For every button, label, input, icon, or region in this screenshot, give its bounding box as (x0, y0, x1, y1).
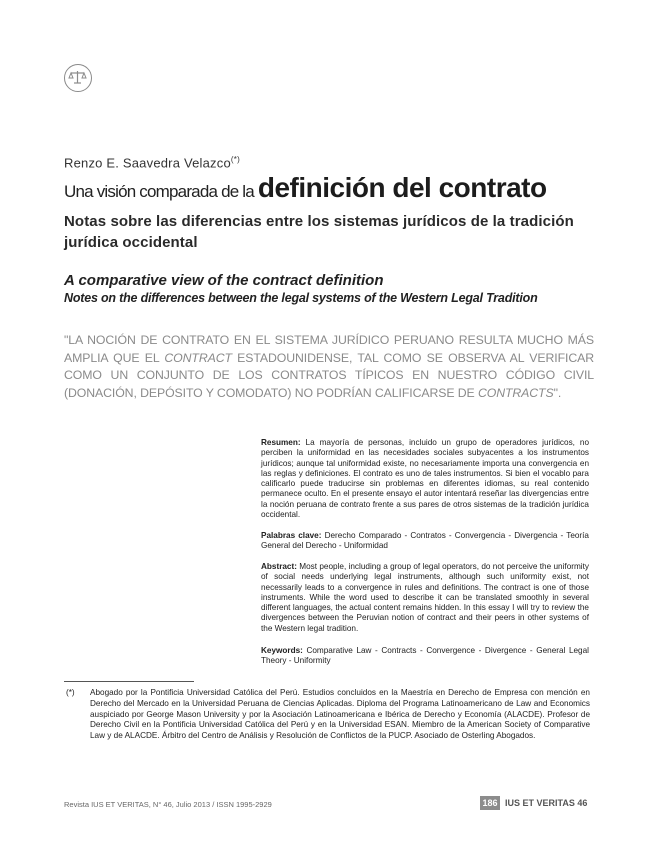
quote-part-1: "LA NOCIÓN DE CONTRATO EN EL SISTEMA JURÍDICO PERUANO RESULTA MUCHO MÁS AMPLIA QUE EL (64, 333, 594, 365)
resumen-block (261, 438, 589, 520)
author-footnote-mark: (*) (230, 155, 240, 164)
abstract-text: Most people, including a group of legal operators, do not perceive the uniformity of social needs underlying legal instruments, although such uniformity exist, not necessarily leads to a convergence in rules and definitions. The contract is one of those instruments. While the word used to describe it can be translated smoothly in several different languages, the actual content remains hidden. In this essay I will try to review the divergences between the Peruvian notion of contract and their peers in other systems of the Western legal tradition. (261, 562, 589, 633)
title-main: definición del contrato (257, 172, 547, 203)
author-name (64, 155, 240, 170)
quote-part-3: ". (553, 385, 562, 400)
title-prefix: Una visión comparada de la (64, 182, 258, 201)
abstract-label: Abstract: (261, 562, 297, 571)
article-title (64, 172, 547, 204)
palabras-clave-text: Derecho Comparado - Contratos - Convergencia - Divergencia - Teoría General del Derecho - Uniformidad (261, 531, 589, 551)
author-text: Renzo E. Saavedra Velazco (64, 155, 231, 171)
palabras-clave-label: Palabras clave: (261, 531, 322, 540)
footnote-mark: (*) (66, 688, 75, 697)
footer-journal: IUS ET VERITAS 46 (505, 798, 588, 808)
quote-italic-1: CONTRACT (164, 350, 232, 365)
scales-of-justice-icon (64, 64, 92, 92)
page-number: 186 (480, 796, 500, 810)
keywords-text: Comparative Law - Contracts - Convergence - Divergence - General Legal Theory - Uniformity (261, 646, 589, 666)
footer-citation: Revista IUS ET VERITAS, N° 46, Julio 2013 / ISSN 1995-2929 (64, 800, 272, 809)
article-subtitle: Notas sobre las diferencias entre los sistemas jurídicos de la tradición jurídica occidental (64, 213, 574, 251)
quote-italic-2: CONTRACTS (477, 385, 554, 400)
keywords-label: Keywords: (261, 646, 303, 655)
footnote-text: Abogado por la Pontificia Universidad Católica del Perú. Estudios concluidos en la Maestría en Derecho de Empresa con mención en Derecho del Mercado en la Universidad Peruana de Ciencias Aplicadas. Diploma del Programa Latinoamericano de Law and Economics auspiciado por George Mason University y por la Asociación Latinoamericana e Ibérica de Derecho y Economía (ALACDE). Profesor de Derecho Civil en la Pontificia Universidad Católica del Perú y en la Universidad ESAN. Miembro de la American Society of Comparative Law y de ALACDE. Árbitro del Centro de Análisis y Resolución de Conflictos de la PUCP. Asociado de Osterling Abogados. (90, 688, 590, 741)
resumen-text: La mayoría de personas, incluido un grupo de operadores jurídicos, no perciben la uniformidad en las necesidades sociales subyacentes a los instrumentos jurídicos; aunque tal uniformidad existe, no necesariamente importa una convergencia en las reglas y definiciones. El contrato es uno de tales instrumentos. Si bien el vocablo para calificarlo puede traducirse sin problemas en diferentes idiomas, su real contenido permanece oculto. En el presente ensayo el autor intentará reseñar las divergencias entre la noción peruana de contrato frente a sus pares de otros sistemas de la tradición jurídica occidental. (261, 438, 589, 520)
palabras-clave-block (261, 531, 589, 552)
english-title: A comparative view of the contract definition (64, 272, 384, 289)
pull-quote (64, 332, 594, 402)
abstract-block (261, 562, 589, 634)
english-subtitle: Notes on the differences between the legal systems of the Western Legal Tradition (64, 291, 538, 305)
resumen-label: Resumen: (261, 438, 301, 447)
keywords-block (261, 646, 589, 667)
quote-part-2: ESTADOUNIDENSE, TAL COMO SE OBSERVA AL VERIFICAR COMO UN CONJUNTO DE LOS CONTRATOS TÍPICOS EN NUESTRO CÓDIGO CIVIL (DONACIÓN, DEPÓSITO Y COMODATO) NO PODRÍAN CALIFICARSE DE (64, 350, 594, 400)
footnote-divider (64, 681, 194, 682)
